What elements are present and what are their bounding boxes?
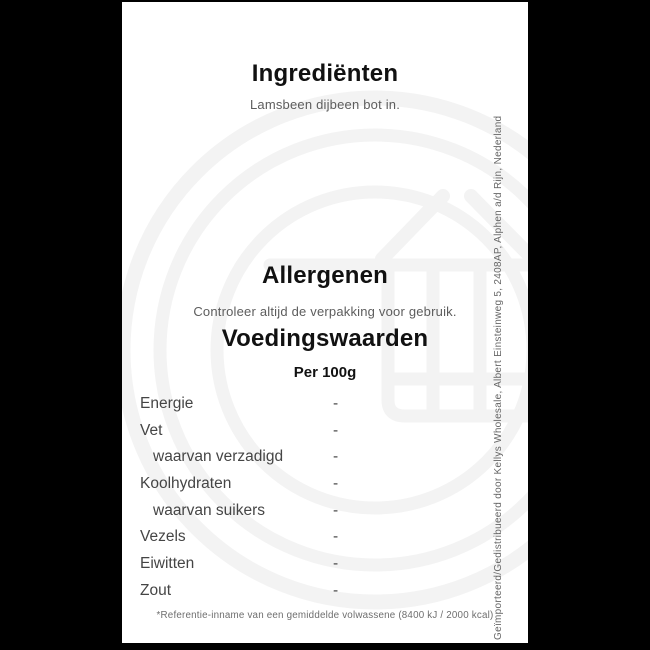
nutrition-row-value: -: [333, 528, 339, 546]
nutrition-table: [140, 391, 500, 605]
nutrition-row-label: Vezels: [140, 528, 186, 546]
nutrition-row-label: Vet: [140, 421, 163, 439]
nutrition-row-label: waarvan verzadigd: [153, 448, 284, 466]
nutrition-row-value: -: [333, 475, 339, 493]
nutrition-row: [140, 524, 500, 551]
nutrition-row: [140, 418, 500, 445]
nutrition-column-header: Per 100g: [293, 364, 357, 381]
nutrition-row: [140, 551, 500, 578]
nutrition-row-label: Eiwitten: [140, 555, 195, 573]
nutrition-row-value: -: [333, 448, 339, 466]
nutrition-row: [140, 498, 500, 525]
nutrition-row-label: Zout: [140, 581, 172, 599]
nutrition-row-value: -: [333, 555, 339, 573]
nutrition-row-value: -: [333, 395, 339, 412]
nutrition-row: [140, 578, 500, 605]
nutrition-row: [140, 391, 500, 418]
distributor-vertical-text: Geïmporteerd/Gedistribueerd door Kellys Wholesale, Albert Einsteinweg 5, 2408AP, Alphen a/d Rijn, Nederland: [493, 115, 504, 640]
allergens-title: Allergenen: [261, 262, 389, 289]
nutrition-row: [140, 444, 500, 471]
ingredients-text: Lamsbeen dijbeen bot in.: [249, 97, 401, 112]
ingredients-title: Ingrediënten: [251, 60, 399, 87]
nutrition-row-label: Energie: [140, 395, 194, 412]
allergens-text: Controleer altijd de verpakking voor gebruik.: [193, 304, 457, 319]
product-label: [122, 2, 528, 643]
nutrition-footnote: *Referentie-inname van een gemiddelde volwassene (8400 kJ / 2000 kcal): [156, 610, 494, 621]
nutrition-row: [140, 471, 500, 498]
label-content: [122, 2, 528, 643]
nutrition-row-value: -: [333, 501, 339, 519]
nutrition-title: Voedingswaarden: [221, 325, 429, 352]
nutrition-row-label: Koolhydraten: [140, 475, 232, 493]
nutrition-row-value: -: [333, 581, 339, 599]
nutrition-row-label: waarvan suikers: [153, 501, 265, 519]
nutrition-row-value: -: [333, 421, 339, 439]
